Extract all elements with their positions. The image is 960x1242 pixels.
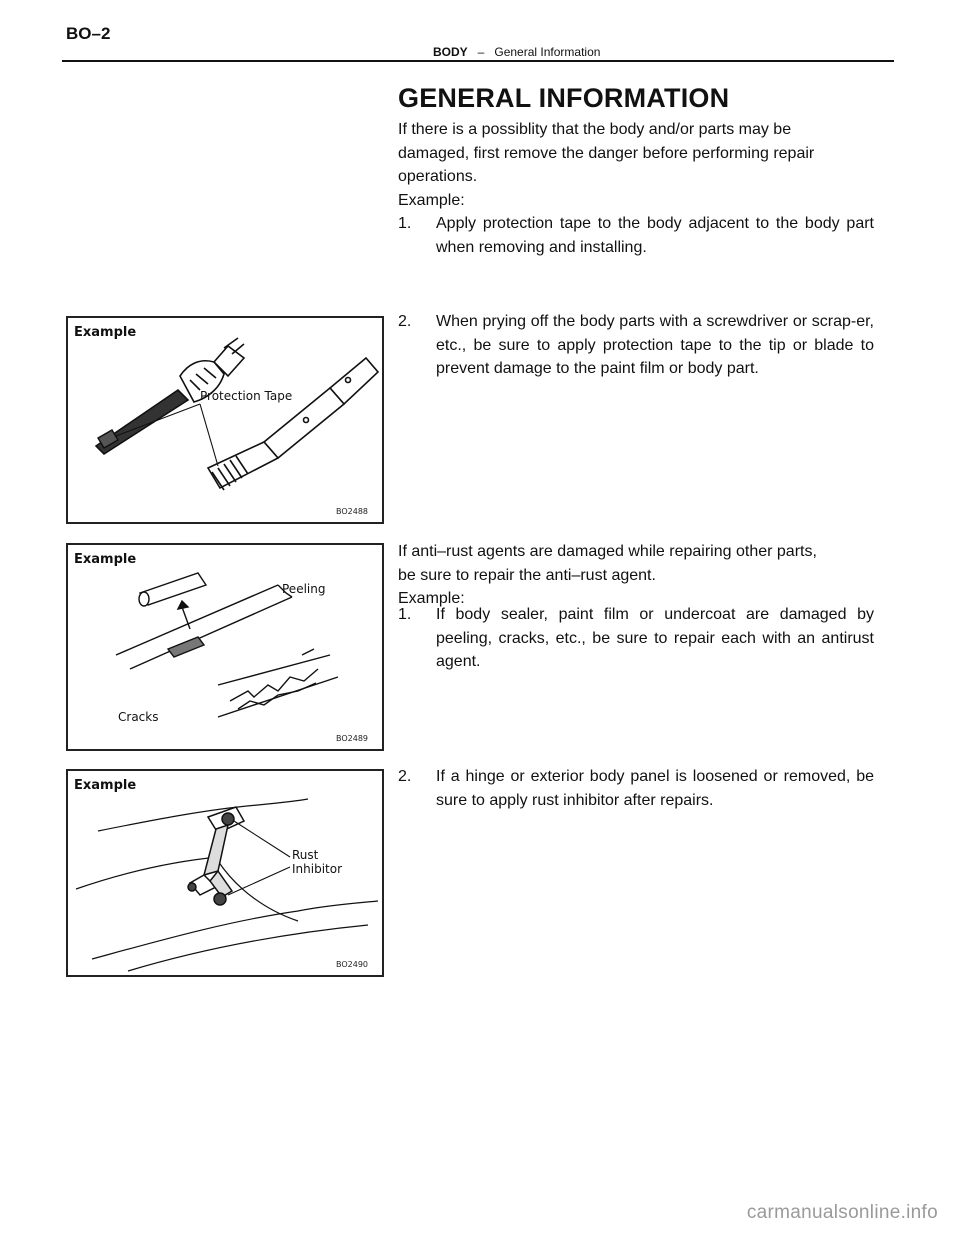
figure-protection-tape xyxy=(66,316,384,524)
intro-line-3: operations. xyxy=(398,168,478,185)
screwdriver-illustration xyxy=(68,318,382,522)
antirust-line-2: be sure to repair the anti–rust agent. xyxy=(398,566,656,584)
header-rule xyxy=(62,60,894,62)
figure-rust-inhibitor xyxy=(66,769,384,977)
watermark: carmanualsonline.info xyxy=(746,1202,938,1223)
step-text: If body sealer, paint film or undercoat are damaged by peeling, cracks, etc., be sure to repair each with an antirust agent. xyxy=(436,606,874,670)
hinge-illustration xyxy=(68,771,382,975)
figure-heading: Example xyxy=(74,552,137,567)
page-id: BO–2 xyxy=(66,24,111,43)
running-head xyxy=(433,45,600,59)
protection-step-1 xyxy=(398,212,874,259)
cracks-label: Cracks xyxy=(118,710,159,724)
step-number: 2. xyxy=(398,313,412,330)
scraper-icon xyxy=(208,358,378,490)
antirust-step-2 xyxy=(398,765,874,812)
inhibitor-label: Inhibitor xyxy=(292,862,343,876)
running-head-section: BODY xyxy=(433,45,468,59)
intro-line-2: damaged, first remove the danger before performing repair xyxy=(398,144,815,162)
figure-code: BO2488 xyxy=(336,507,369,516)
figure-code: BO2490 xyxy=(336,960,369,969)
step-number: 1. xyxy=(398,215,412,232)
intro-line-1: If there is a possiblity that the body and/or parts may be xyxy=(398,121,792,138)
cracked-panel xyxy=(218,649,338,717)
arrow-up-icon xyxy=(178,601,190,629)
step-number: 2. xyxy=(398,768,412,785)
figure-heading: Example xyxy=(74,325,137,340)
rust-label: Rust xyxy=(292,848,319,862)
step-text: When prying off the body parts with a screwdriver or scrap-er, etc., be sure to apply protection tape to the tip or blade to prevent damage to the paint film or body part. xyxy=(436,313,874,377)
figure-code: BO2489 xyxy=(336,734,369,743)
figure-heading: Example xyxy=(74,778,137,793)
peeled-flake-icon xyxy=(139,573,206,606)
antirust-step-1 xyxy=(398,603,874,674)
page-title: GENERAL INFORMATION xyxy=(398,83,730,113)
intro-example-label: Example: xyxy=(398,191,465,209)
antirust-line-1: If anti–rust agents are damaged while repairing other parts, xyxy=(398,543,817,560)
peeling-illustration xyxy=(68,545,382,749)
step-text: Apply protection tape to the body adjacent to the body part when removing and installing. xyxy=(436,215,874,256)
antirust-example-label: Example: xyxy=(398,590,465,607)
step-number: 1. xyxy=(398,606,412,623)
intro-paragraph xyxy=(398,118,874,212)
protection-step-2 xyxy=(398,310,874,381)
protection-tape-label: Protection Tape xyxy=(200,389,293,403)
antirust-paragraph xyxy=(398,540,874,611)
running-head-separator: – xyxy=(477,45,485,59)
running-head-subsection: General Information xyxy=(494,45,601,59)
step-text: If a hinge or exterior body panel is loosened or removed, be sure to apply rust inhibitor after repairs. xyxy=(436,768,874,809)
figure-peeling-cracks xyxy=(66,543,384,751)
peeling-label: Peeling xyxy=(282,582,326,596)
